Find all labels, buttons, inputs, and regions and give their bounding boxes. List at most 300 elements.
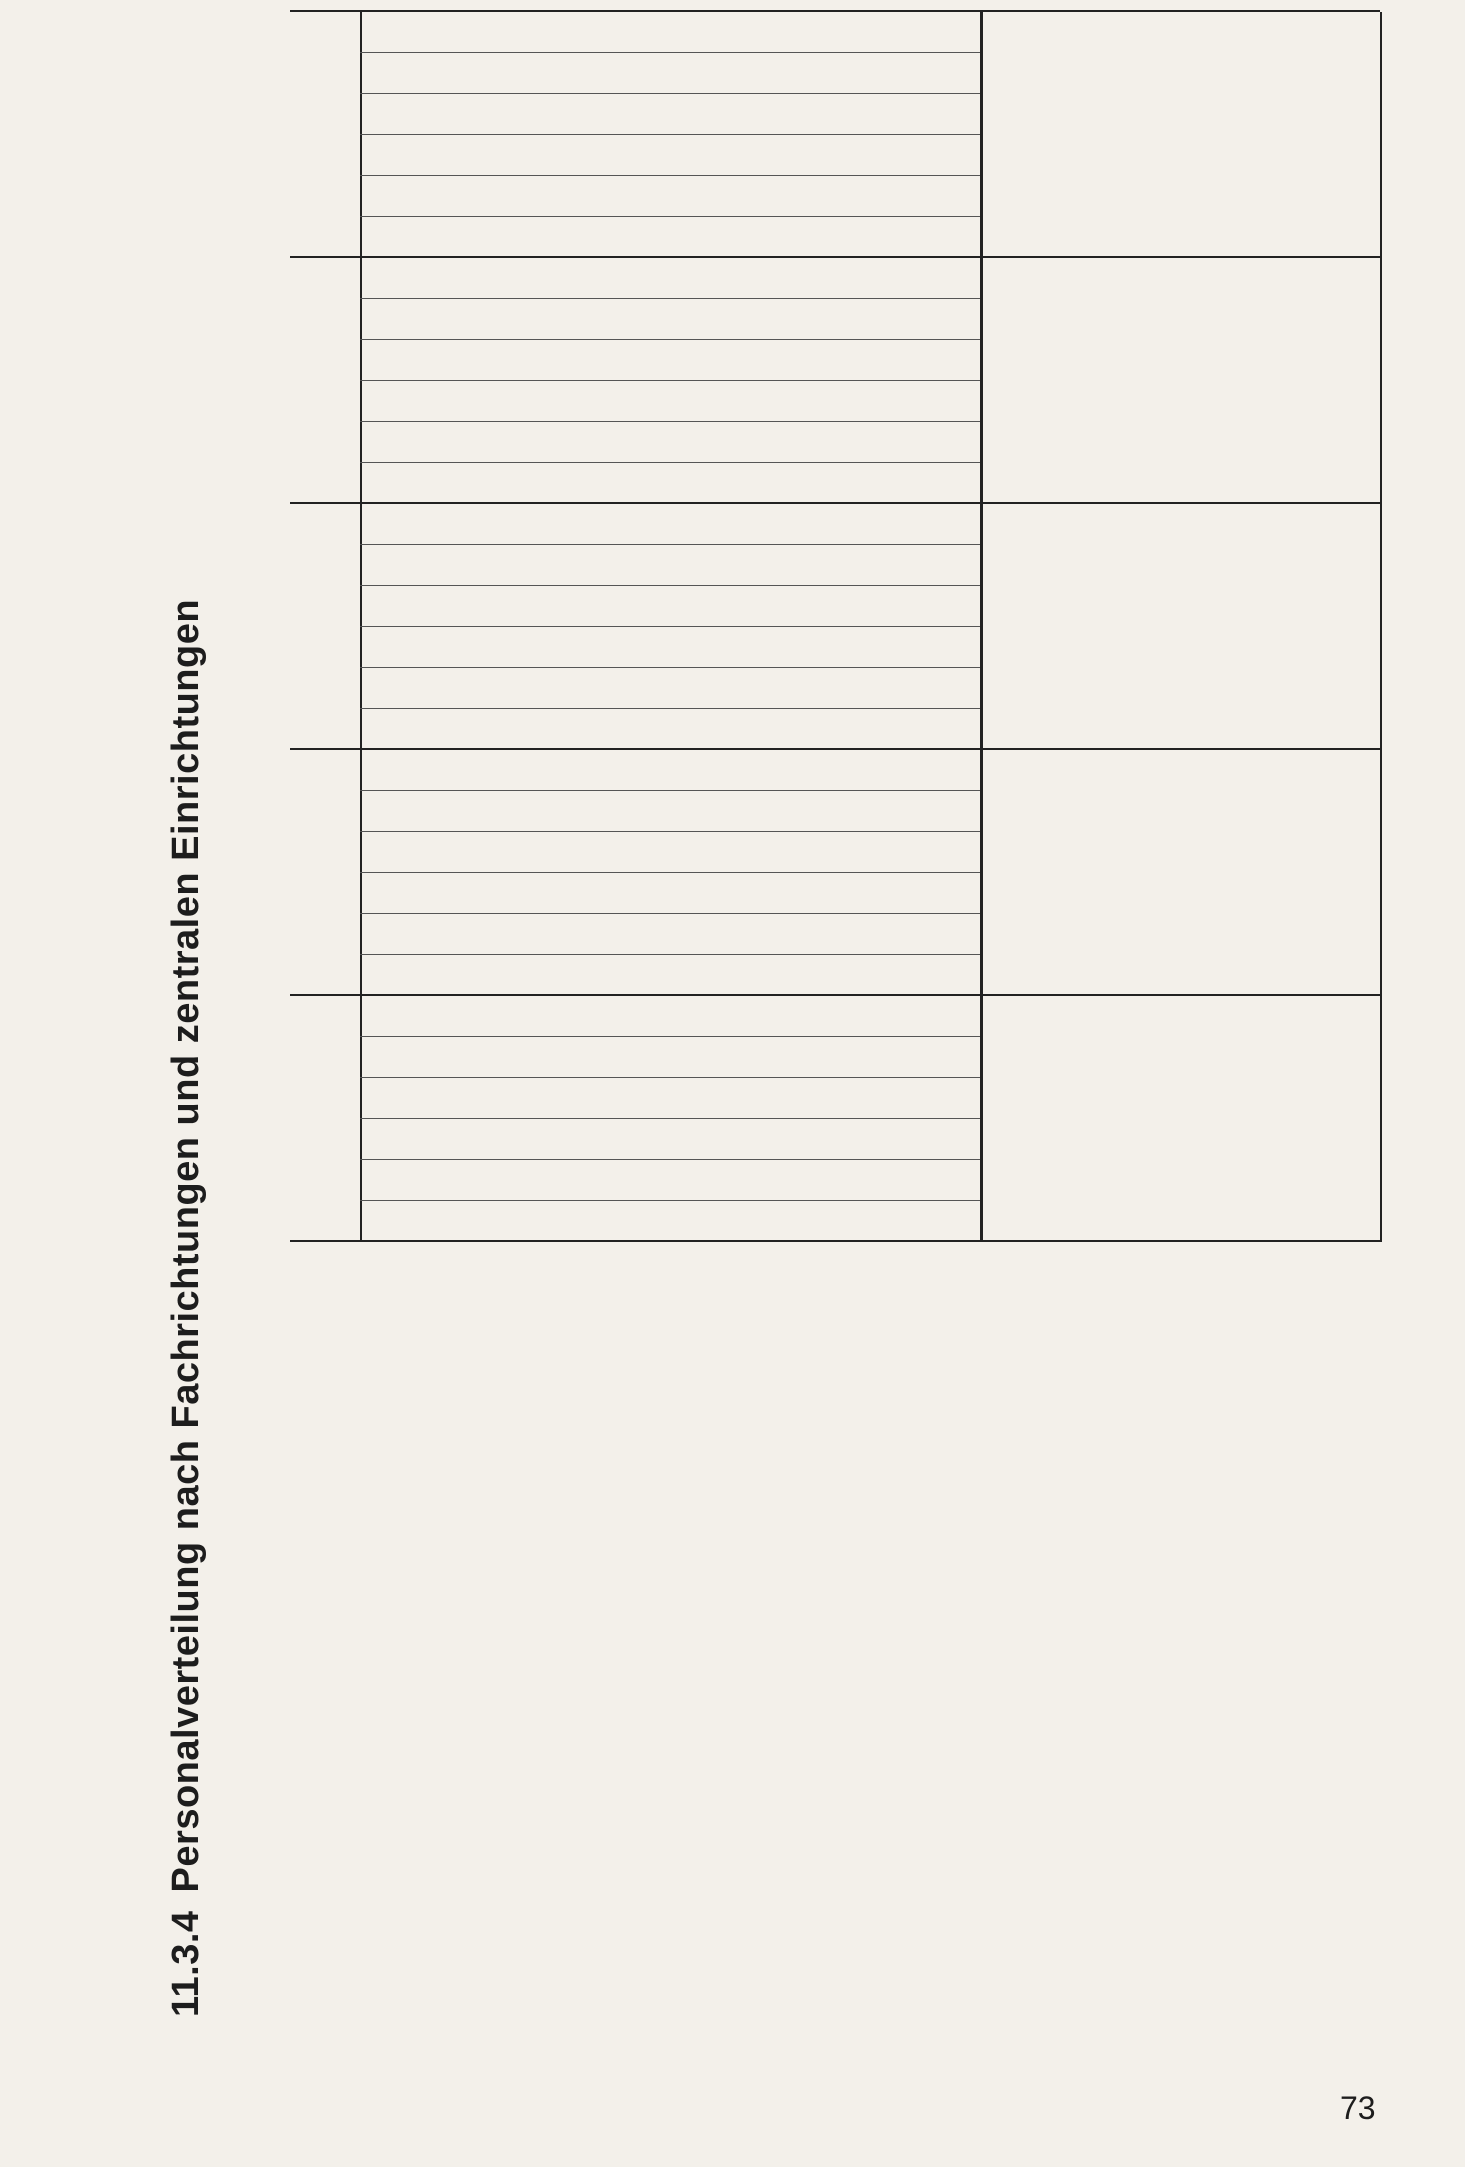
table-cell (1082, 1160, 1114, 1201)
table-cell (1018, 955, 1050, 996)
table-cell (986, 12, 1018, 53)
table-cell (1274, 586, 1306, 627)
table-cell (1306, 504, 1338, 545)
table-cell (1274, 463, 1306, 504)
table-cell (1018, 750, 1050, 791)
table-cell (986, 258, 1018, 299)
table-cell (1018, 586, 1050, 627)
table-cell (1274, 1037, 1306, 1078)
table-cell (1210, 627, 1242, 668)
table-cell (1146, 627, 1178, 668)
table-cell (1274, 504, 1306, 545)
column-header (360, 586, 980, 627)
table-bottom-line (1380, 12, 1382, 1242)
table-cell (986, 1201, 1018, 1242)
table-cell (1018, 545, 1050, 586)
table-cell (1210, 135, 1242, 176)
header-top-line (360, 12, 362, 1242)
table-cell (1082, 135, 1114, 176)
table-cell (1306, 12, 1338, 53)
table-cell (1306, 299, 1338, 340)
table-cell (986, 791, 1018, 832)
table-cell (1306, 258, 1338, 299)
table-cell (1146, 12, 1178, 53)
column-divider (360, 93, 980, 94)
table-cell (1082, 914, 1114, 955)
table-cell (986, 94, 1018, 135)
table-cell (1050, 709, 1082, 750)
table-cell (1050, 914, 1082, 955)
table-cell (1050, 791, 1082, 832)
table-cell (1050, 1160, 1082, 1201)
column-header (360, 504, 980, 545)
table-cell (1306, 1078, 1338, 1119)
table-cell (1306, 340, 1338, 381)
column-divider (360, 708, 980, 709)
table-cell (1274, 832, 1306, 873)
table-cell (1050, 94, 1082, 135)
table-cell (1146, 914, 1178, 955)
column-divider (360, 913, 980, 914)
table-cell (1242, 1201, 1274, 1242)
header-bottom-line (980, 12, 983, 1242)
column-header (360, 1078, 980, 1119)
table-cell (986, 381, 1018, 422)
column-header (360, 1201, 980, 1242)
table-cell (1050, 996, 1082, 1037)
table-cell (986, 545, 1018, 586)
table-cell (1050, 1201, 1082, 1242)
table-cell (1146, 1078, 1178, 1119)
table-cell (1210, 463, 1242, 504)
table-cell (1242, 791, 1274, 832)
table-cell (1210, 422, 1242, 463)
table-cell (1018, 1160, 1050, 1201)
table-cell (1146, 135, 1178, 176)
column-header (360, 668, 980, 709)
column-header (360, 299, 980, 340)
table-cell (986, 914, 1018, 955)
table-cell (1274, 12, 1306, 53)
table-cell (1018, 709, 1050, 750)
group-divider (290, 1240, 1380, 1242)
table-cell (1274, 1078, 1306, 1119)
group-label-duisburg (290, 996, 360, 1242)
column-header (360, 832, 980, 873)
table-cell (1050, 135, 1082, 176)
column-divider (360, 1036, 980, 1037)
table-cell (1018, 381, 1050, 422)
table-cell (1242, 914, 1274, 955)
table-cell (1274, 340, 1306, 381)
table-cell (1050, 463, 1082, 504)
table-cell (1306, 422, 1338, 463)
column-header (360, 176, 980, 217)
table-cell (1274, 791, 1306, 832)
table-cell (986, 873, 1018, 914)
table-cell (1082, 12, 1114, 53)
table-cell (1274, 1119, 1306, 1160)
table-cell (1082, 586, 1114, 627)
table-cell (1210, 996, 1242, 1037)
table-cell (1018, 422, 1050, 463)
table-cell (1242, 627, 1274, 668)
table-cell (1242, 1119, 1274, 1160)
table-cell (1082, 1201, 1114, 1242)
table-cell (1306, 217, 1338, 258)
column-divider (360, 667, 980, 668)
table-cell (1242, 94, 1274, 135)
table-cell (1050, 422, 1082, 463)
table-cell (1274, 914, 1306, 955)
table-cell (986, 996, 1018, 1037)
table-cell (1306, 996, 1338, 1037)
table-right-line (290, 10, 1380, 12)
table-cell (1210, 586, 1242, 627)
table-cell (1242, 258, 1274, 299)
column-divider (360, 544, 980, 545)
table-cell (1018, 340, 1050, 381)
table-cell (1242, 709, 1274, 750)
column-header (360, 53, 980, 94)
table-cell (1050, 381, 1082, 422)
column-divider (360, 216, 980, 217)
table-cell (1082, 299, 1114, 340)
column-header (360, 135, 980, 176)
column-divider (360, 52, 980, 53)
column-header (360, 627, 980, 668)
table-cell (986, 463, 1018, 504)
table-cell (1274, 545, 1306, 586)
table-cell (1242, 1037, 1274, 1078)
table-cell (1210, 955, 1242, 996)
table-cell (1018, 668, 1050, 709)
table-cell (1242, 53, 1274, 94)
table-cell (1018, 463, 1050, 504)
table-cell (986, 1160, 1018, 1201)
table-cell (1306, 545, 1338, 586)
table-cell (1082, 1119, 1114, 1160)
table-cell (1242, 299, 1274, 340)
table-cell (1274, 668, 1306, 709)
table-cell (1210, 750, 1242, 791)
table-cell (1306, 381, 1338, 422)
column-header (360, 750, 980, 791)
column-divider (360, 954, 980, 955)
page-title (165, 599, 208, 2017)
page-number: 73 (1340, 2090, 1376, 2126)
table-cell (1274, 873, 1306, 914)
table-cell (1146, 381, 1178, 422)
table-cell (1242, 668, 1274, 709)
table-cell (986, 668, 1018, 709)
table-cell (1018, 914, 1050, 955)
table-cell (1018, 873, 1050, 914)
column-divider (360, 872, 980, 873)
table-cell (1050, 53, 1082, 94)
table-cell (1306, 873, 1338, 914)
table-cell (1018, 504, 1050, 545)
table-cell (1242, 422, 1274, 463)
table-cell (1146, 504, 1178, 545)
table-cell (1018, 1078, 1050, 1119)
table-cell (1082, 627, 1114, 668)
table-cell (1274, 299, 1306, 340)
table-cell (1050, 1037, 1082, 1078)
column-header (360, 709, 980, 750)
table-cell (1018, 1037, 1050, 1078)
title-text: Personalverteilung nach Fachrichtungen und zentralen Einrichtungen (165, 598, 207, 1893)
table-cell (1242, 996, 1274, 1037)
column-header (360, 914, 980, 955)
table-cell (1146, 586, 1178, 627)
table-cell (1274, 94, 1306, 135)
table-cell (986, 299, 1018, 340)
table-cell (1210, 381, 1242, 422)
table-cell (1210, 217, 1242, 258)
table-cell (1210, 176, 1242, 217)
table-cell (1146, 996, 1178, 1037)
table-cell (1242, 381, 1274, 422)
group-label-siegen (290, 258, 360, 504)
table-cell (1306, 94, 1338, 135)
table-cell (1306, 463, 1338, 504)
column-divider (360, 831, 980, 832)
group-divider (290, 256, 1380, 258)
table-cell (1050, 586, 1082, 627)
table-cell (1210, 791, 1242, 832)
table-cell (986, 1037, 1018, 1078)
table-cell (1050, 504, 1082, 545)
table-cell (1146, 955, 1178, 996)
table-cell (1274, 996, 1306, 1037)
column-divider (360, 1118, 980, 1119)
column-divider (360, 134, 980, 135)
table-cell (1050, 1078, 1082, 1119)
table-cell (1306, 586, 1338, 627)
table-cell (1242, 1160, 1274, 1201)
table-cell (1210, 340, 1242, 381)
table-cell (1018, 135, 1050, 176)
table-cell (1018, 53, 1050, 94)
table-cell (1306, 668, 1338, 709)
table-cell (986, 176, 1018, 217)
column-header (360, 12, 980, 53)
table-cell (1082, 176, 1114, 217)
table-cell (1050, 668, 1082, 709)
table-cell (1146, 53, 1178, 94)
table-cell (986, 586, 1018, 627)
table-cell (1210, 873, 1242, 914)
table-cell (1050, 873, 1082, 914)
table-cell (1210, 258, 1242, 299)
table-cell (1210, 832, 1242, 873)
table-cell (1306, 914, 1338, 955)
table-cell (1306, 627, 1338, 668)
table-cell (1082, 217, 1114, 258)
table-cell (1146, 873, 1178, 914)
table-cell (1018, 12, 1050, 53)
table-cell (1050, 545, 1082, 586)
title-number: 11.3.4 (165, 1910, 207, 2017)
table-cell (1274, 627, 1306, 668)
table-cell (1050, 217, 1082, 258)
table-cell (1306, 750, 1338, 791)
table-cell (1050, 258, 1082, 299)
table-cell (1274, 422, 1306, 463)
table-cell (1050, 12, 1082, 53)
table-cell (1082, 340, 1114, 381)
column-header (360, 340, 980, 381)
table-cell (1082, 709, 1114, 750)
table-cell (1274, 176, 1306, 217)
table-cell (986, 832, 1018, 873)
table-cell (1082, 1037, 1114, 1078)
column-header (360, 217, 980, 258)
table-cell (986, 1119, 1018, 1160)
table-cell (1082, 381, 1114, 422)
table-cell (1082, 1078, 1114, 1119)
table-cell (1050, 750, 1082, 791)
table-cell (986, 955, 1018, 996)
table-cell (1306, 832, 1338, 873)
column-header (360, 996, 980, 1037)
table-cell (1082, 94, 1114, 135)
column-header (360, 545, 980, 586)
table-cell (1082, 791, 1114, 832)
table-cell (1082, 996, 1114, 1037)
table-cell (986, 135, 1018, 176)
table-cell (1146, 258, 1178, 299)
column-divider (360, 462, 980, 463)
table-cell (1082, 463, 1114, 504)
table-cell (1306, 53, 1338, 94)
table-cell (1242, 1078, 1274, 1119)
table-cell (1306, 135, 1338, 176)
table-cell (1274, 258, 1306, 299)
table-cell (1082, 422, 1114, 463)
table-cell (986, 422, 1018, 463)
table-cell (1210, 12, 1242, 53)
table-cell (1210, 914, 1242, 955)
column-header (360, 873, 980, 914)
table-cell (986, 217, 1018, 258)
table-cell (1146, 750, 1178, 791)
table-cell (1210, 1037, 1242, 1078)
column-divider (360, 298, 980, 299)
table-cell (1082, 504, 1114, 545)
table-cell (1242, 135, 1274, 176)
column-header (360, 381, 980, 422)
column-header (360, 1119, 980, 1160)
column-header (360, 463, 980, 504)
table-cell (1210, 1160, 1242, 1201)
table-cell (1050, 627, 1082, 668)
table-cell (1210, 53, 1242, 94)
table-cell (1274, 750, 1306, 791)
table-cell (1210, 545, 1242, 586)
table-cell (1210, 504, 1242, 545)
table-cell (1050, 176, 1082, 217)
table-cell (1274, 135, 1306, 176)
table-cell (1082, 750, 1114, 791)
table-cell (1146, 176, 1178, 217)
table-cell (1018, 94, 1050, 135)
table-cell (1274, 709, 1306, 750)
table-cell (1242, 873, 1274, 914)
table-cell (1242, 463, 1274, 504)
table-cell (1306, 1037, 1338, 1078)
table-cell (1242, 340, 1274, 381)
table-cell (1146, 1160, 1178, 1201)
table-cell (1210, 1201, 1242, 1242)
table-cell (1242, 12, 1274, 53)
column-header (360, 422, 980, 463)
table-cell (1210, 1078, 1242, 1119)
table-cell (1082, 545, 1114, 586)
column-divider (360, 626, 980, 627)
table-cell (1018, 299, 1050, 340)
table-cell (986, 1078, 1018, 1119)
table-cell (986, 709, 1018, 750)
table-cell (1082, 955, 1114, 996)
table-cell (1306, 176, 1338, 217)
table-cell (1146, 94, 1178, 135)
column-header (360, 791, 980, 832)
table-cell (1050, 299, 1082, 340)
table-cell (1306, 1201, 1338, 1242)
column-divider (360, 175, 980, 176)
table-cell (1274, 955, 1306, 996)
table-cell (1306, 955, 1338, 996)
column-divider (360, 339, 980, 340)
table-cell (1050, 832, 1082, 873)
column-header (360, 955, 980, 996)
table-cell (1242, 545, 1274, 586)
table-cell (1146, 1037, 1178, 1078)
table-cell (1242, 217, 1274, 258)
group-divider (290, 748, 1380, 750)
table-cell (1306, 1160, 1338, 1201)
table-cell (1018, 627, 1050, 668)
table-cell (1018, 791, 1050, 832)
table-cell (1274, 53, 1306, 94)
table-cell (986, 627, 1018, 668)
table-cell (986, 750, 1018, 791)
table-cell (1210, 668, 1242, 709)
table-cell (1146, 1119, 1178, 1160)
column-header (360, 258, 980, 299)
table-cell (1146, 217, 1178, 258)
table-cell (1242, 750, 1274, 791)
table-cell (1082, 53, 1114, 94)
table-cell (1306, 1119, 1338, 1160)
column-divider (360, 1077, 980, 1078)
table-cell (1018, 176, 1050, 217)
table-cell (1146, 299, 1178, 340)
table-cell (1082, 668, 1114, 709)
table-cell (1274, 217, 1306, 258)
table-cell (986, 340, 1018, 381)
table-cell (1306, 791, 1338, 832)
table-cell (1082, 258, 1114, 299)
column-divider (360, 585, 980, 586)
table-cell (1210, 709, 1242, 750)
column-header (360, 1160, 980, 1201)
table-cell (1082, 832, 1114, 873)
table-cell (1050, 340, 1082, 381)
table-cell (1050, 1119, 1082, 1160)
